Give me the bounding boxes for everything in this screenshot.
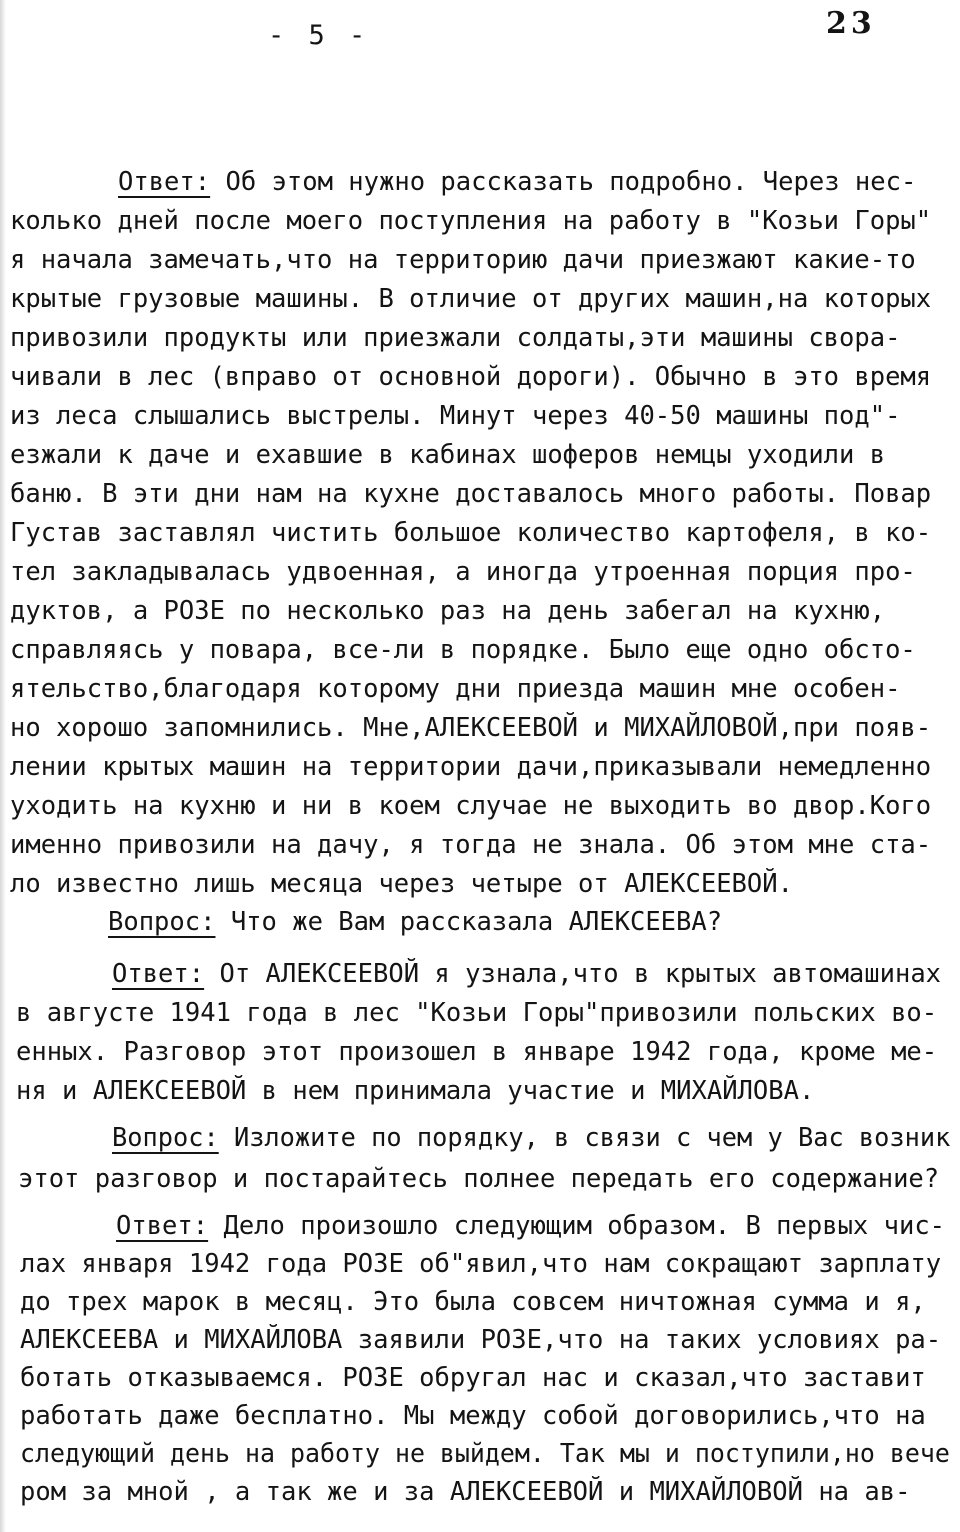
question-label: Вопрос: bbox=[112, 1123, 219, 1153]
text-line: этот разговор и постарайтесь полнее передать его содержание? bbox=[18, 1164, 940, 1194]
text-line: ятельство,благодаря которому дни приезда машин мне особен- bbox=[10, 674, 901, 704]
text-line: но хорошо запомнились. Мне,АЛЕКСЕЕВОЙ и МИХАЙЛОВОЙ,при появ- bbox=[10, 713, 932, 743]
question-label: Вопрос: bbox=[108, 907, 216, 937]
text-line: баню. В эти дни нам на кухне доставалось много работы. Повар bbox=[10, 479, 932, 509]
text-line: ло известно лишь месяца через четыре от АЛЕКСЕЕВОЙ. bbox=[10, 869, 793, 899]
text-line: чивали в лес (вправо от основной дороги). Обычно в это время bbox=[10, 362, 932, 392]
text-line: Ответ: Дело произошло следующим образом. В первых чис- bbox=[116, 1211, 946, 1241]
text-line: тел закладывалась удвоенная, а иногда утроенная порция про- bbox=[10, 557, 916, 587]
answer-label: Ответ: bbox=[118, 167, 211, 197]
text-line: крытые грузовые машины. В отличие от других машин,на которых bbox=[10, 284, 932, 314]
sheet-number: 23 bbox=[826, 6, 876, 41]
text-line: я начала замечать,что на территорию дачи приезжают какие-то bbox=[10, 245, 916, 275]
text-line: ром за мной , а так же и за АЛЕКСЕЕВОЙ и МИХАЙЛОВОЙ на ав- bbox=[20, 1477, 911, 1507]
text-line: уходить на кухню и ни в коем случае не выходить во двор.Кого bbox=[10, 791, 932, 821]
text-line: лении крытых машин на территории дачи,приказывали немедленно bbox=[10, 752, 932, 782]
text-line: Вопрос: Изложите по порядку, в связи с чем у Вас возник bbox=[112, 1123, 951, 1153]
text-line: Ответ: Об этом нужно рассказать подробно. Через нес- bbox=[118, 167, 917, 197]
text-line: Густав заставлял чистить большое количество картофеля, в ко- bbox=[10, 518, 932, 548]
answer-label: Ответ: bbox=[116, 1211, 209, 1241]
scan-edge-shadow bbox=[0, 0, 6, 1532]
text-line: Ответ: От АЛЕКСЕЕВОЙ я узнала,что в крытых автомашинах bbox=[112, 959, 942, 989]
text-line: в августе 1941 года в лес "Козьи Горы"привозили польских во- bbox=[16, 998, 938, 1028]
text-line: колько дней после моего поступления на работу в "Козьи Горы" bbox=[10, 206, 932, 236]
text-line: лах января 1942 года РОЗЕ об"явил,что нам сокращают зарплату bbox=[20, 1249, 942, 1279]
text-line: АЛЕКСЕЕВА и МИХАЙЛОВА заявили РОЗЕ,что на таких условиях ра- bbox=[20, 1325, 942, 1355]
text-line: справляясь у повара, все-ли в порядке. Было еще одно обсто- bbox=[10, 635, 916, 665]
text-line: привозили продукты или приезжали солдаты,эти машины свора- bbox=[10, 323, 901, 353]
text-line: дуктов, а РОЗЕ по несколько раз на день забегал на кухню, bbox=[10, 596, 886, 626]
text-line: езжали к даче и ехавшие в кабинах шоферов немцы уходили в bbox=[10, 440, 886, 470]
text-line: Вопрос: Что же Вам рассказала АЛЕКСЕЕВА? bbox=[108, 907, 723, 937]
page-number: - 5 - bbox=[268, 20, 370, 51]
text-line: ня и АЛЕКСЕЕВОЙ в нем принимала участие и МИХАЙЛОВА. bbox=[16, 1076, 815, 1106]
text-line: до трех марок в месяц. Это была совсем ничтожная сумма и я, bbox=[20, 1287, 926, 1317]
answer-label: Ответ: bbox=[112, 959, 205, 989]
text-line: ботать отказываемся. РОЗЕ обругал нас и сказал,что заставит bbox=[20, 1363, 926, 1393]
text-line: именно привозили на дачу, я тогда не знала. Об этом мне ста- bbox=[10, 830, 932, 860]
text-line: следующий день на работу не выйдем. Так мы и поступили,но вече bbox=[20, 1439, 950, 1469]
text-line: из леса слышались выстрелы. Минут через 40-50 машины под"- bbox=[10, 401, 901, 431]
text-line: енных. Разговор этот произошел в январе 1942 года, кроме ме- bbox=[16, 1037, 938, 1067]
text-line: работать даже бесплатно. Мы между собой договорились,что на bbox=[20, 1401, 926, 1431]
